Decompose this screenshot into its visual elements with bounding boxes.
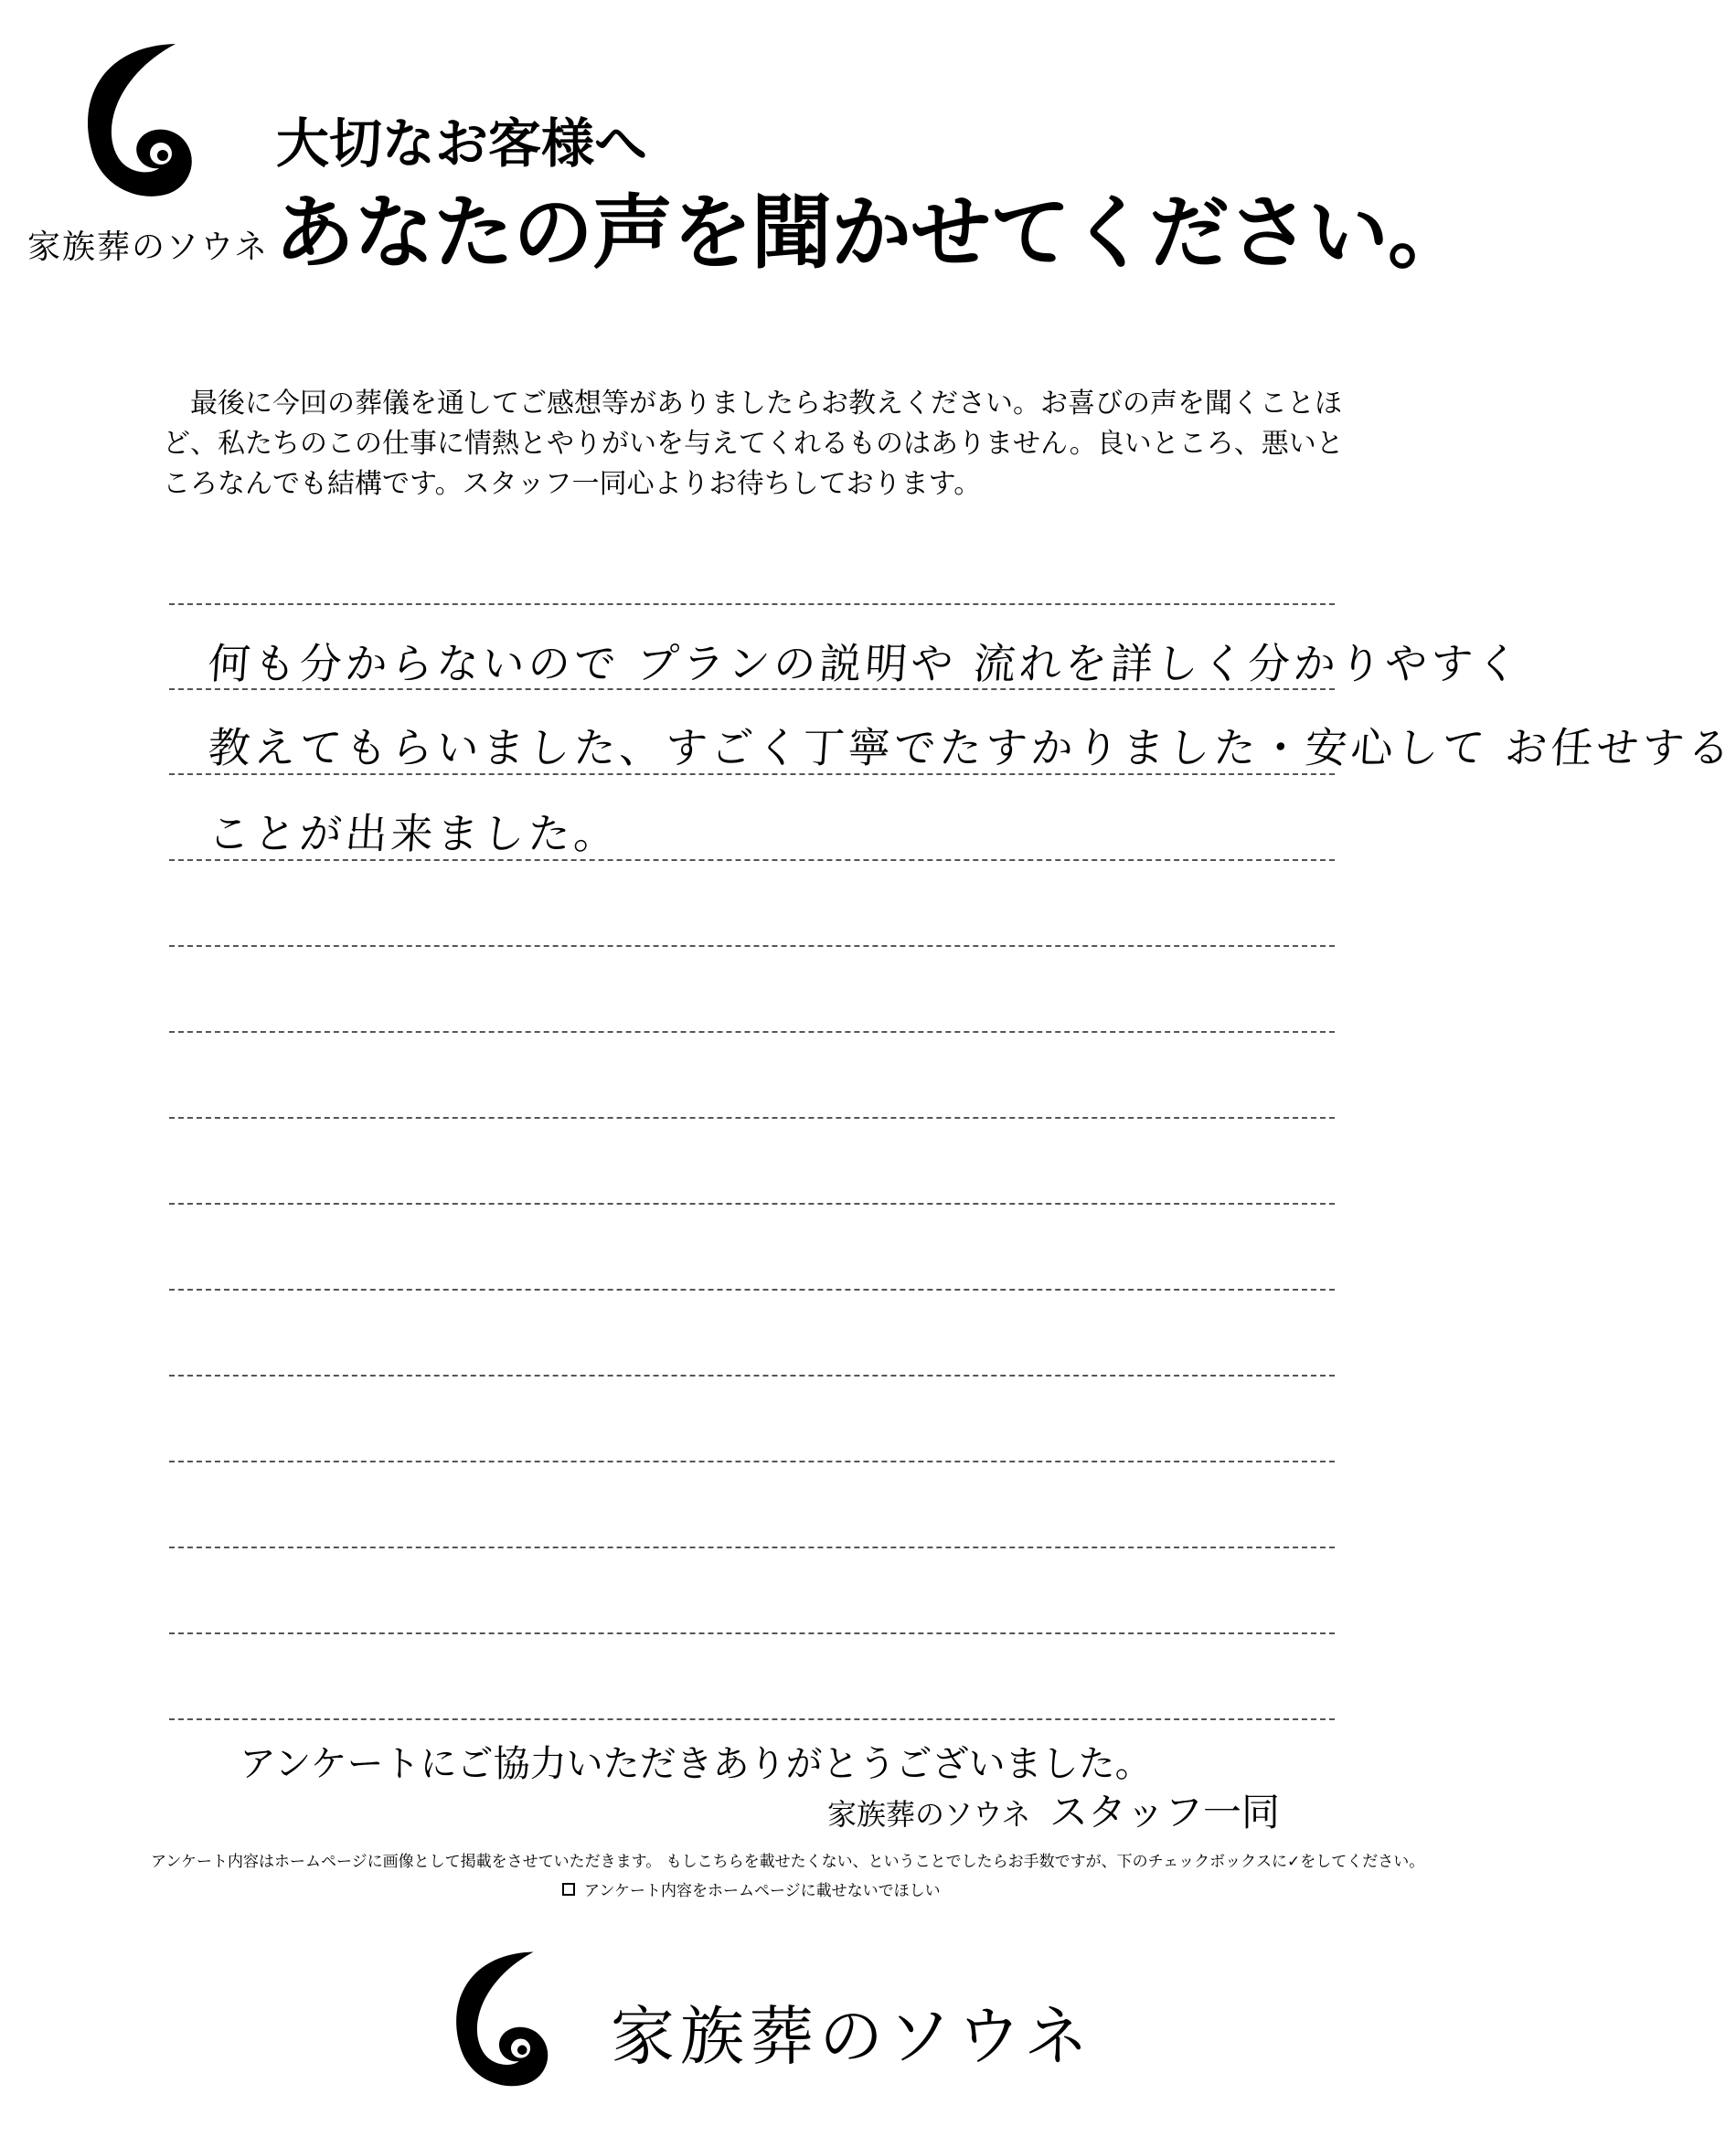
writing-line — [169, 603, 1335, 605]
writing-line — [169, 1031, 1335, 1033]
publication-notice: アンケート内容はホームページに画像として掲載をさせていただきます。 もしこちらを載せたくない、ということでしたらお手数ですが、下のチェックボックスに✓をしてください。 — [151, 1853, 1425, 1871]
signature-brand: 家族葬のソウネ — [827, 1797, 1031, 1832]
opt-out-checkbox[interactable] — [562, 1883, 575, 1896]
handwritten-response-line: 何も分からないので プランの説明や 流れを詳しく分かりやすく — [206, 639, 1524, 688]
signature-staff: スタッフ一同 — [1049, 1790, 1281, 1834]
brand-name: 家族葬のソウネ — [27, 229, 270, 266]
page-title: あなたの声を聞かせてください。 — [274, 186, 1468, 280]
opt-out-label: アンケート内容をホームページに載せないでほしい — [584, 1882, 941, 1900]
writing-line — [169, 859, 1335, 861]
footer-brand-name: 家族葬のソウネ — [611, 1999, 1094, 2074]
writing-line — [169, 945, 1335, 947]
writing-line — [169, 1461, 1335, 1462]
writing-line — [169, 1547, 1335, 1548]
handwritten-response-line: 教えてもらいました、すごく丁寧でたすかりました・安心して お任せする — [206, 723, 1736, 772]
intro-paragraph: 最後に今回の葬儀を通してご感想等がありましたらお教えください。お喜びの声を聞くことほど、私たちのこの仕事に情熱とやりがいを与えてくれるものはありません。良いところ、悪いところなんでも結構です。スタッフ一同心よりお待ちしております。 — [163, 388, 1344, 500]
greeting-heading: 大切なお客様へ — [276, 112, 648, 175]
thanks-message: アンケートにご協力いただきありがとうございました。 — [240, 1743, 1152, 1785]
writing-line — [169, 688, 1335, 690]
writing-line — [169, 1375, 1335, 1377]
writing-line — [169, 1117, 1335, 1119]
writing-line — [169, 1289, 1335, 1291]
writing-line — [169, 1632, 1335, 1634]
handwritten-response-line: ことが出来ました。 — [206, 809, 622, 858]
writing-line — [169, 1718, 1335, 1720]
brand-logo-icon — [437, 1945, 558, 2099]
writing-line — [169, 1203, 1335, 1205]
opt-out-option[interactable] — [562, 1877, 941, 1900]
writing-line — [169, 773, 1335, 775]
